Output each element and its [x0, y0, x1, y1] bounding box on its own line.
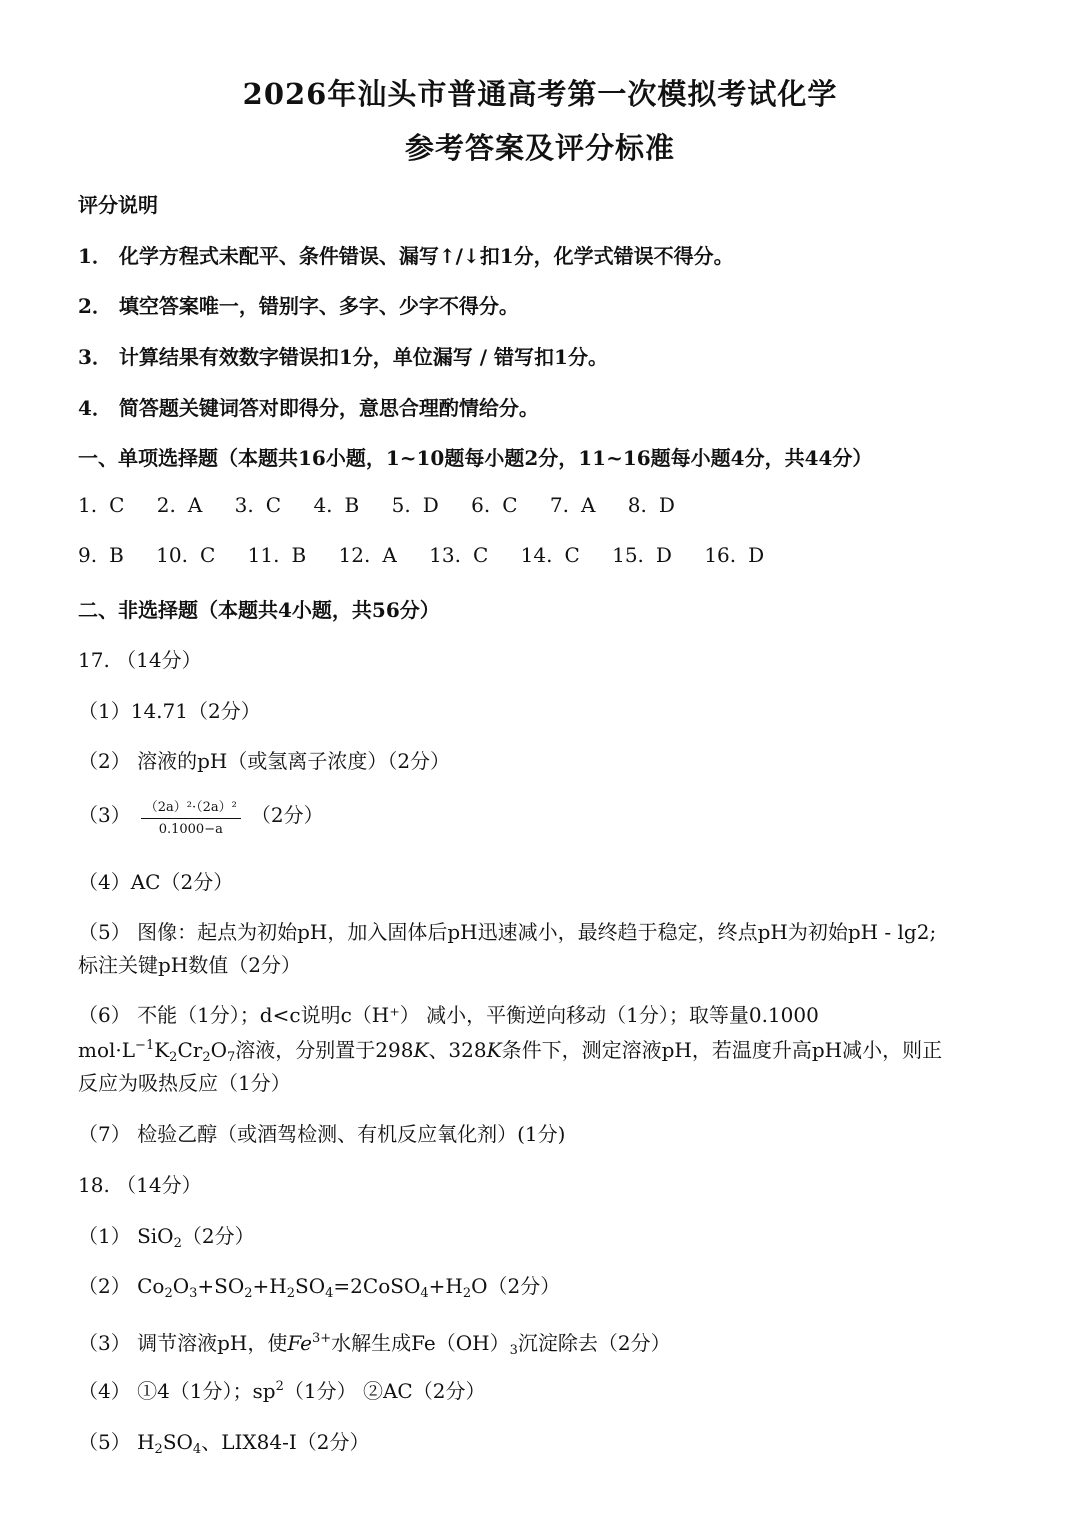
text-run: Cr [177, 1038, 203, 1062]
document-title: 2026年汕头市普通高考第一次模拟考试化学 [242, 77, 838, 111]
q17-part7: （7） 检验乙醇（或酒驾检测、有机反应氧化剂）(1分) [78, 1122, 566, 1146]
mcq-answer: A [580, 493, 596, 517]
text-run: O（2分） [471, 1274, 561, 1298]
q17-part4: （4）AC（2分） [78, 870, 234, 894]
q17-part3-score: （2分） [250, 803, 324, 827]
mcq-number: 11. [247, 543, 280, 567]
mcq-number: 15. [612, 543, 644, 567]
mcq-row-2 [78, 543, 790, 567]
rule-item: 2． 填空答案唯一，错别字、多字、少字不得分。 [78, 294, 519, 318]
mcq-answer: B [291, 543, 307, 567]
subscript: 2 [202, 1050, 211, 1065]
subscript: 3 [509, 1343, 518, 1358]
text-run: SO [295, 1274, 326, 1298]
mcq-row-1 [78, 493, 701, 517]
q18-part3 [78, 1327, 671, 1358]
mcq-answer: B [344, 493, 360, 517]
q17-part3-label: （3） [78, 803, 131, 827]
mcq-number: 4. [313, 493, 333, 517]
mcq-answer: C [564, 543, 580, 567]
subscript: 2 [154, 1442, 163, 1457]
equilibrium-constant-fraction [141, 796, 241, 837]
text-run: SO [162, 1430, 193, 1454]
q17-part1: （1）14.71（2分） [78, 699, 261, 723]
subscript: 4 [325, 1286, 334, 1301]
mcq-answer: C [199, 543, 216, 567]
subscript: 4 [192, 1442, 202, 1457]
mcq-number: 8. [627, 493, 647, 517]
superscript: 3+ [311, 1331, 332, 1346]
mcq-number: 6. [471, 493, 491, 517]
text-run: mol·L [78, 1038, 136, 1062]
text-run: K [154, 1038, 170, 1062]
mcq-answer: B [109, 543, 124, 567]
q17-header: 17. （14分） [78, 648, 202, 672]
mcq-number: 7. [549, 493, 569, 517]
text-run: （2） Co [78, 1274, 165, 1298]
q18-part5 [78, 1426, 369, 1457]
kelvin-unit: K [486, 1038, 502, 1062]
fraction-numerator: （2a）²·（2a）² [141, 796, 241, 819]
text-run: 沉淀除去（2分） [517, 1331, 671, 1355]
subscript: 2 [286, 1286, 296, 1301]
mcq-number: 16. [704, 543, 737, 567]
q17-part3 [78, 796, 324, 837]
text-run: （1） SiO [78, 1224, 174, 1248]
text-run: +H [252, 1274, 287, 1298]
subscript: 2 [164, 1286, 173, 1301]
document-subtitle: 参考答案及评分标准 [404, 131, 675, 165]
mcq-number: 13. [429, 543, 461, 567]
subscript: 2 [169, 1050, 178, 1065]
section2-heading: 二、非选择题（本题共4小题，共56分） [78, 598, 440, 622]
subscript: 2 [462, 1286, 472, 1301]
iron-ion: Fe [287, 1331, 312, 1355]
subscript: 3 [189, 1286, 198, 1301]
rule-item: 4． 简答题关键词答对即得分，意思合理酌情给分。 [78, 396, 539, 420]
text-run: 溶液，分别置于298 [235, 1038, 414, 1062]
mcq-answer: C [265, 493, 282, 517]
superscript: 2 [275, 1379, 284, 1394]
mcq-answer: C [109, 493, 125, 517]
text-run: O [172, 1274, 190, 1298]
rule-item: 3． 计算结果有效数字错误扣1分，单位漏写 / 错写扣1分。 [78, 345, 608, 369]
fraction-denominator: 0.1000−a [158, 822, 223, 837]
mcq-number: 12. [338, 543, 371, 567]
subscript: 4 [420, 1286, 429, 1301]
mcq-answer: C [502, 493, 518, 517]
text-run: 水解生成Fe（OH） [331, 1331, 510, 1355]
q17-part2: （2） 溶液的pH（或氢离子浓度）（2分） [78, 749, 451, 773]
text-run: +H [428, 1274, 463, 1298]
mcq-answer: D [655, 543, 672, 567]
q18-part1 [78, 1220, 255, 1251]
subscript: 7 [227, 1050, 236, 1065]
q18-part4 [78, 1375, 485, 1404]
q17-part6-line2 [78, 1034, 942, 1065]
kelvin-unit: K [413, 1038, 429, 1062]
mcq-number: 1. [78, 493, 98, 517]
mcq-answer: D [422, 493, 439, 517]
text-run: 、LIX84-I（2分） [201, 1430, 370, 1454]
superscript: −1 [135, 1038, 155, 1053]
mcq-answer: C [472, 543, 489, 567]
q17-part5-line2: 标注关键pH数值（2分） [78, 953, 301, 977]
mcq-answer: D [658, 493, 675, 517]
mcq-number: 5. [391, 493, 411, 517]
text-run: 、328 [428, 1038, 487, 1062]
mcq-answer: A [187, 493, 203, 517]
rules-heading: 评分说明 [78, 193, 158, 217]
text-run: （1分） ②AC（2分） [283, 1379, 486, 1403]
mcq-number: 2. [156, 493, 176, 517]
q18-part2-equation [78, 1270, 560, 1301]
q17-part5-line1: （5） 图像：起点为初始pH，加入固体后pH迅速减小，最终趋于稳定，终点pH为初始pH - lg2; [78, 920, 937, 944]
subscript: 2 [173, 1236, 182, 1251]
subscript: 2 [244, 1286, 253, 1301]
mcq-number: 14. [520, 543, 553, 567]
text-run: （4） ①4（1分）；sp [78, 1379, 276, 1403]
text-run: =2CoSO [333, 1274, 421, 1298]
section1-heading: 一、单项选择题（本题共16小题，1~10题每小题2分，11~16题每小题4分，共44分） [78, 446, 873, 470]
mcq-answer: D [748, 543, 765, 567]
text-run: （3） 调节溶液pH，使 [78, 1331, 288, 1355]
q17-part6-line1: （6） 不能（1分）；d<c说明c（H⁺） 减小，平衡逆向移动（1分）；取等量0.1000 [78, 1003, 819, 1027]
text-run: （2分） [181, 1224, 255, 1248]
rule-item: 1． 化学方程式未配平、条件错误、漏写↑/↓扣1分，化学式错误不得分。 [78, 244, 734, 268]
text-run: +SO [197, 1274, 245, 1298]
text-run: 条件下，测定溶液pH，若温度升高pH减小，则正 [501, 1038, 943, 1062]
mcq-answer: A [382, 543, 397, 567]
mcq-number: 10. [156, 543, 188, 567]
mcq-number: 3. [234, 493, 254, 517]
text-run: （5） H [78, 1430, 155, 1454]
mcq-number: 9. [78, 543, 98, 567]
text-run: O [210, 1038, 228, 1062]
q17-part6-line3: 反应为吸热反应（1分） [78, 1071, 291, 1095]
q18-header: 18. （14分） [78, 1173, 202, 1197]
